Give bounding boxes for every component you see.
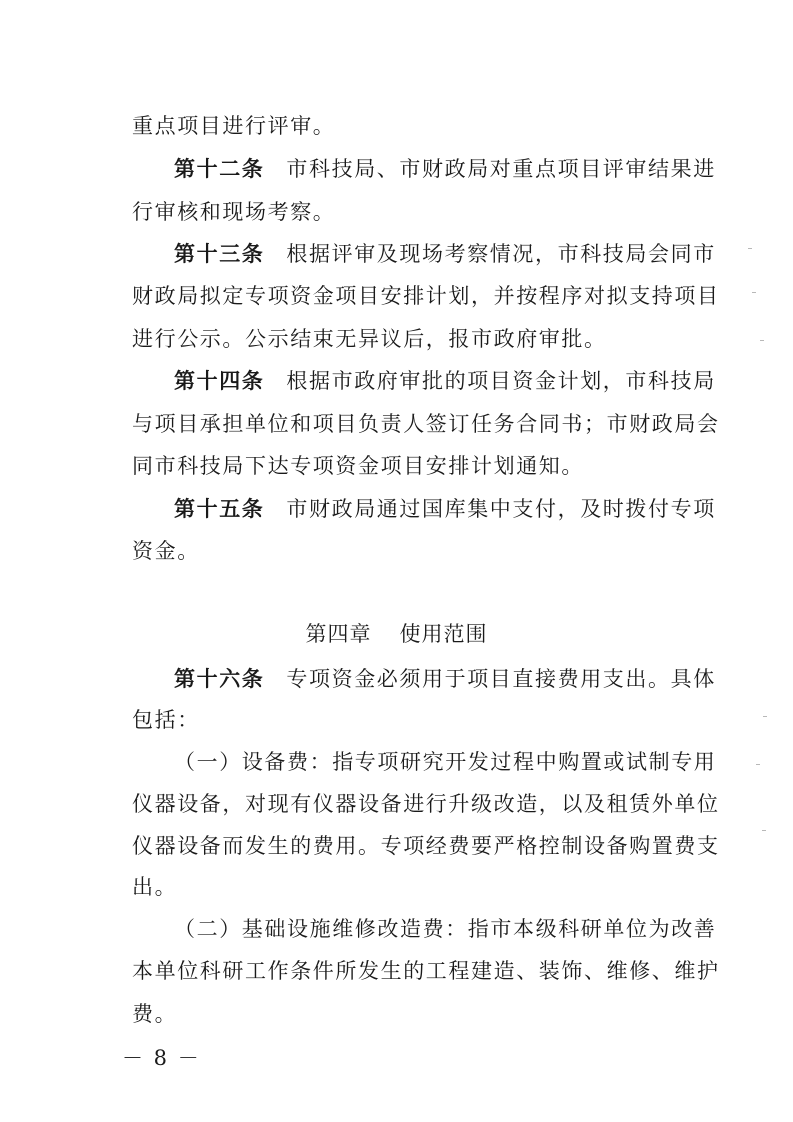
list-item: （一）设备费：指专项研究开发过程中购置或试制专用 bbox=[174, 750, 717, 774]
article-text: 根据评审及现场考察情况，市科技局会同市 bbox=[286, 242, 716, 266]
article-number: 第十三条 bbox=[174, 241, 265, 266]
text-line: 行审核和现场考察。 bbox=[132, 200, 336, 224]
text-line: 费。 bbox=[132, 1002, 178, 1026]
chapter-number: 第四章 bbox=[305, 622, 372, 646]
scan-speck bbox=[763, 716, 767, 717]
scan-speck bbox=[748, 248, 752, 249]
text-line: 本单位科研工作条件所发生的工程建造、装饰、维修、维护 bbox=[132, 959, 720, 983]
text-line: 出。 bbox=[132, 875, 178, 899]
text-line: 重点项目进行评审。 bbox=[132, 114, 336, 138]
article-13 bbox=[174, 240, 716, 268]
article-number: 第十二条 bbox=[174, 156, 265, 181]
article-text: 市财政局通过国库集中支付，及时拨付专项 bbox=[286, 497, 716, 521]
article-number: 第十四条 bbox=[174, 368, 265, 393]
chapter-heading bbox=[0, 620, 793, 648]
text-line: 资金。 bbox=[132, 539, 200, 563]
article-number: 第十六条 bbox=[174, 666, 265, 691]
article-text: 根据市政府审批的项目资金计划，市科技局 bbox=[286, 369, 716, 393]
article-16 bbox=[174, 665, 716, 693]
article-15 bbox=[174, 495, 716, 523]
article-number: 第十五条 bbox=[174, 496, 265, 521]
text-line: 与项目承担单位和项目负责人签订任务合同书；市财政局会 bbox=[132, 412, 720, 436]
article-text: 专项资金必须用于项目直接费用支出。具体 bbox=[286, 667, 716, 691]
text-line: 同市科技局下达专项资金项目安排计划通知。 bbox=[132, 454, 584, 478]
scan-speck bbox=[762, 830, 766, 831]
chapter-title: 使用范围 bbox=[399, 622, 488, 646]
article-14 bbox=[174, 367, 716, 395]
list-item: （二）基础设施维修改造费：指市本级科研单位为改善 bbox=[174, 917, 717, 941]
scan-speck bbox=[760, 340, 764, 341]
text-line: 进行公示。公示结束无异议后，报市政府审批。 bbox=[132, 327, 607, 351]
text-line: 包括： bbox=[132, 708, 200, 732]
text-line: 财政局拟定专项资金项目安排计划，并按程序对拟支持项目 bbox=[132, 284, 720, 308]
article-12 bbox=[174, 155, 716, 183]
page-number: － 8 － bbox=[122, 1046, 201, 1070]
scan-speck bbox=[752, 292, 756, 293]
text-line: 仪器设备而发生的费用。专项经费要严格控制设备购置费支 bbox=[132, 834, 720, 858]
article-text: 市科技局、市财政局对重点项目评审结果进 bbox=[286, 157, 716, 181]
scan-speck bbox=[756, 764, 760, 765]
text-line: 仪器设备，对现有仪器设备进行升级改造，以及租赁外单位 bbox=[132, 792, 720, 816]
